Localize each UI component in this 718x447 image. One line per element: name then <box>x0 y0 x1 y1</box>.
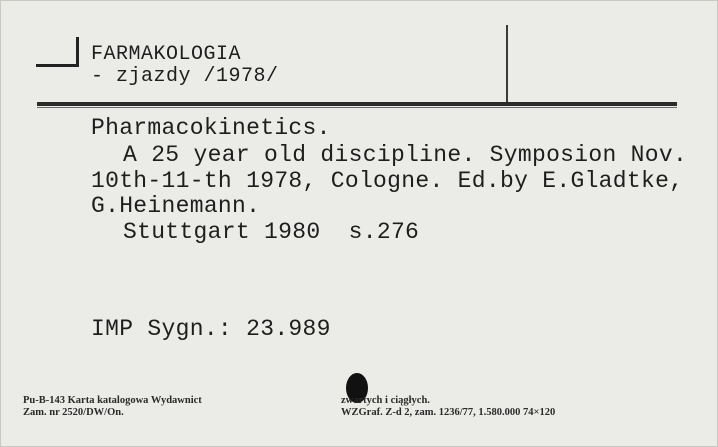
printer-footer-right: zwartych i ciągłych. <box>341 395 430 406</box>
vertical-rule <box>506 25 508 105</box>
corner-tab-mark <box>36 37 79 67</box>
entry-imprint: Stuttgart 1980 s.276 <box>123 219 420 245</box>
subject-heading: FARMAKOLOGIA <box>91 43 242 66</box>
horizontal-rule-thin <box>37 107 677 108</box>
entry-description-line: 10th-11-th 1978, Cologne. Ed.by E.Gladtke, <box>91 168 684 194</box>
printer-footer-right: WZGraf. Z-d 2, zam. 1236/77, 1.580.000 74×120 <box>341 407 556 418</box>
entry-title: Pharmacokinetics. <box>91 115 331 141</box>
entry-description-line: A 25 year old discipline. Symposion Nov. <box>123 142 688 168</box>
subject-subheading: - zjazdy /1978/ <box>91 65 279 88</box>
printer-footer-left: Pu-B-143 Karta katalogowa Wydawnict <box>23 395 202 406</box>
horizontal-rule <box>37 102 677 106</box>
entry-description-line: G.Heinemann. <box>91 193 261 219</box>
printer-footer-left: Zam. nr 2520/DW/On. <box>23 407 124 418</box>
call-number: IMP Sygn.: 23.989 <box>91 316 331 342</box>
